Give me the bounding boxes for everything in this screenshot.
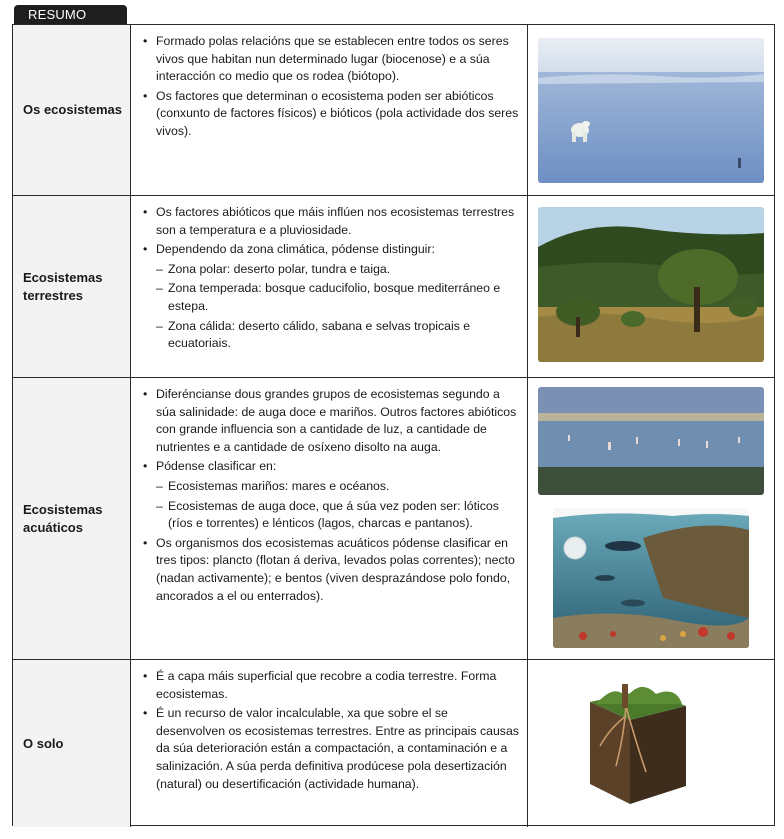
image-cell xyxy=(528,196,774,377)
soil-block-illustration xyxy=(586,676,690,806)
flamingo-lagoon-photo xyxy=(538,387,764,495)
mediterranean-forest-photo xyxy=(538,207,764,362)
polar-bear-snow-photo xyxy=(538,38,764,183)
dash-item: – Zona cálida: deserto cálido, sabana e selvas tropicais e ecuatoriais. xyxy=(143,318,519,353)
bullet-item: • Os factores abióticos que máis inflúen nos ecosistemas terrestres son a temperatura e a pluviosidade. xyxy=(143,204,519,239)
bullet-item: • Formado polas relacións que se establecen entre todos os seres vivos que habitan nun determinado lugar (biocenose) e a súa interacción co medio que os rodea (biótopo). xyxy=(143,33,519,86)
bullet-item: • É un recurso de valor incalculable, xa que sobre el se desenvolven os ecosistemas terrestres. Entre as principais causas da súa deterioración están a compactación, a contaminación e a salinización. A súa perda definitiva prodúcese pola desertización (natural) ou desertificación (actividade humana). xyxy=(143,705,519,793)
row-title: Ecosistemas acuáticos xyxy=(13,378,131,659)
summary-table xyxy=(12,24,775,826)
image-cell xyxy=(528,378,774,659)
row-ecosystems xyxy=(13,25,774,196)
row-description xyxy=(131,378,528,659)
bullet-item: • Dependendo da zona climática, pódense distinguir: xyxy=(143,241,519,259)
summary-tab-label: RESUMO xyxy=(14,5,127,24)
row-title: O solo xyxy=(13,660,131,827)
bullet-item: • Diferéncianse dous grandes grupos de ecosistemas segundo a súa salinidade: de auga doce e mariños. Outros factores abióticos con grande influencia son a cantidade de luz, a cantidade de nutrientes e a cantidade de osíxeno disolto na auga. xyxy=(143,386,519,456)
bullet-item: • É a capa máis superficial que recobre a codia terrestre. Forma ecosistemas. xyxy=(143,668,519,703)
aquatic-ecosystem-illustration xyxy=(553,508,749,648)
row-terrestrial-ecosystems xyxy=(13,196,774,378)
bullet-item: • Os organismos dos ecosistemas acuáticos pódense clasificar en tres tipos: plancto (flotan á deriva, levados polas correntes); necto (nadan activamente); e bentos (viven desprazándose polo fondo, ancorados a el ou enterrados). xyxy=(143,535,519,605)
row-description xyxy=(131,196,528,377)
row-title: Os ecosistemas xyxy=(13,25,131,195)
dash-item: – Zona temperada: bosque caducifolio, bosque mediterráneo e estepa. xyxy=(143,280,519,315)
image-cell xyxy=(528,660,774,827)
dash-item: – Zona polar: deserto polar, tundra e taiga. xyxy=(143,261,519,279)
row-description xyxy=(131,25,528,195)
row-aquatic-ecosystems xyxy=(13,378,774,660)
bullet-item: • Pódense clasificar en: xyxy=(143,458,519,476)
dash-item: – Ecosistemas mariños: mares e océanos. xyxy=(143,478,519,496)
bullet-item: • Os factores que determinan o ecosistema poden ser abióticos (conxunto de factores físicos) e bióticos (pola actividade dos seres vivos). xyxy=(143,88,519,141)
image-cell xyxy=(528,25,774,195)
row-description xyxy=(131,660,528,827)
dash-item: – Ecosistemas de auga doce, que á súa vez poden ser: lóticos (ríos e torrentes) e lénticos (lagos, charcas e pantanos). xyxy=(143,498,519,533)
row-soil xyxy=(13,660,774,827)
row-title: Ecosistemas terrestres xyxy=(13,196,131,377)
